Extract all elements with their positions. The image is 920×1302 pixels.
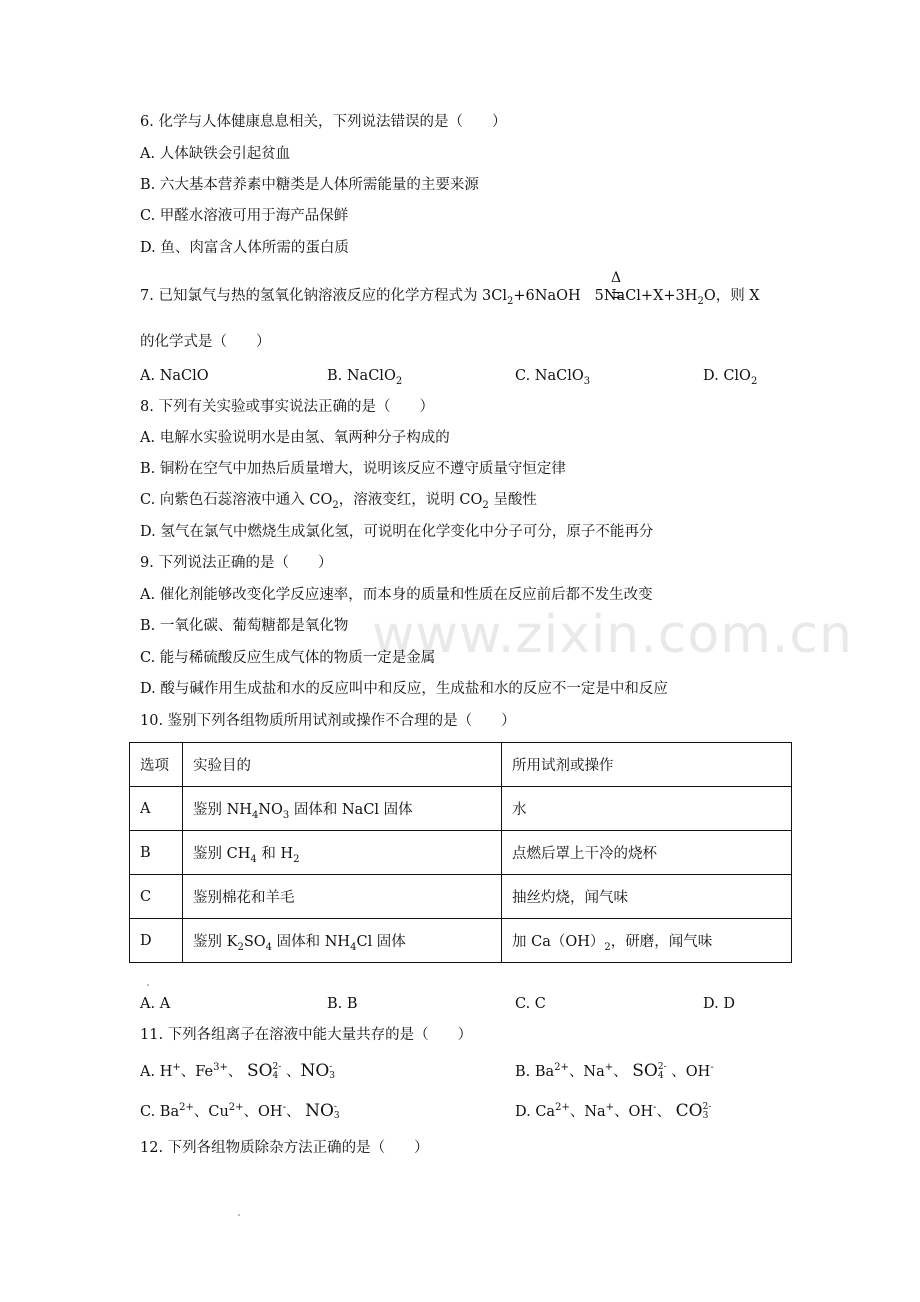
table-header: 所用试剂或操作 xyxy=(502,743,792,787)
q10-table xyxy=(129,742,792,963)
table-cell: 鉴别 $CH_4$ 和 $H_2$ xyxy=(183,831,502,875)
table-header: 选项 xyxy=(130,743,183,787)
q10-stem: 10. 鉴别下列各组物质所用试剂或操作不合理的是（ ） xyxy=(140,713,516,729)
q7-option-c: C. NaClO$_3$ xyxy=(515,368,591,387)
q9-option-a: A. 催化剂能够改变化学反应速率，而本身的质量和性质在反应前后都不发生改变 xyxy=(140,587,653,603)
q6-option-b: B. 六大基本营养素中糖类是人体所需能量的主要来源 xyxy=(140,177,479,193)
table-cell: 点燃后罩上干冷的烧杯 xyxy=(502,831,792,875)
table-cell: A xyxy=(130,787,183,831)
q6-option-a: A. 人体缺铁会引起贫血 xyxy=(140,146,291,162)
q9-stem: 9. 下列说法正确的是（ ） xyxy=(140,555,333,571)
table-header-row xyxy=(130,743,792,787)
q8-option-d: D. 氢气在氯气中燃烧生成氯化氢，可说明在化学变化中分子可分，原子不能再分 xyxy=(140,524,654,540)
q8-stem: 8. 下列有关实验或事实说法正确的是（ ） xyxy=(140,399,434,415)
q9-option-c: C. 能与稀硫酸反应生成气体的物质一定是金属 xyxy=(140,650,436,666)
q7-option-d: D. ClO$_2$ xyxy=(703,368,758,387)
table-cell: 加 $Ca(OH)_2$，研磨，闻气味 xyxy=(502,919,792,963)
q6-option-d: D. 鱼、肉富含人体所需的蛋白质 xyxy=(140,240,349,256)
table-cell: 鉴别 $NH_4NO_3$ 固体和 NaCl 固体 xyxy=(183,787,502,831)
q10-option-d: D. D xyxy=(703,996,735,1012)
q7-option-a: A. NaClO xyxy=(140,368,209,384)
table-cell: C xyxy=(130,875,183,919)
table-row xyxy=(130,787,792,831)
table-row xyxy=(130,919,792,963)
q10-option-a: A. A xyxy=(140,996,171,1012)
table-cell: 鉴别棉花和羊毛 xyxy=(183,875,502,919)
table-row xyxy=(130,875,792,919)
q7-stem: 7. 已知氯气与热的氢氧化钠溶液反应的化学方程式为 $3Cl_2+6NaOH$ $5NaCl+X+3H_2O$，则 X xyxy=(140,288,760,307)
q9-option-b: B. 一氧化碳、葡萄糖都是氧化物 xyxy=(140,618,349,634)
q7-delta-symbol: Δ xyxy=(611,270,622,286)
q7-option-b: B. NaClO$_2$ xyxy=(327,368,403,387)
q11-option-b: B. $Ba^{2+}$、Na+、 SO 2- 4 、OH- xyxy=(515,1061,714,1081)
q8-option-b: B. 铜粉在空气中加热后质量增大，说明该反应不遵守质量守恒定律 xyxy=(140,461,566,477)
table-header: 实验目的 xyxy=(183,743,502,787)
table-cell: 抽丝灼烧，闻气味 xyxy=(502,875,792,919)
q7-equals-sign xyxy=(612,292,623,298)
table-cell: 水 xyxy=(502,787,792,831)
q11-option-c: C. $Ba^{2+}$、$Cu^{2+}$、OH-、 NO - 3 xyxy=(140,1101,340,1121)
q10-option-b: B. B xyxy=(327,996,358,1012)
scan-dot xyxy=(147,984,149,986)
q11-option-a: A. H+、$Fe^{3+}$、 SO 2- 4 、NO - 3 xyxy=(140,1061,335,1081)
q10-option-c: C. C xyxy=(515,996,546,1012)
q9-option-d: D. 酸与碱作用生成盐和水的反应叫中和反应，生成盐和水的反应不一定是中和反应 xyxy=(140,681,668,697)
table-cell: D xyxy=(130,919,183,963)
table-cell: 鉴别 $K_2SO_4$ 固体和 $NH_4Cl$ 固体 xyxy=(183,919,502,963)
table-row xyxy=(130,831,792,875)
q11-option-d: D. $Ca^{2+}$、Na+、OH-、 CO 2- 3 xyxy=(515,1101,712,1121)
q11-stem: 11. 下列各组离子在溶液中能大量共存的是（ ） xyxy=(140,1027,473,1043)
q8-option-a: A. 电解水实验说明水是由氢、氧两种分子构成的 xyxy=(140,430,450,446)
q6-stem: 6. 化学与人体健康息息相关，下列说法错误的是（ ） xyxy=(140,114,507,130)
q7-stem-2: 的化学式是（ ） xyxy=(140,334,271,350)
watermark: www.zixin.com.cn xyxy=(372,605,853,665)
table-cell: B xyxy=(130,831,183,875)
q8-option-c: C. 向紫色石蕊溶液中通入 $CO_2$，溶液变红，说明 $CO_2$ 呈酸性 xyxy=(140,492,537,511)
q12-stem: 12. 下列各组物质除杂方法正确的是（ ） xyxy=(140,1140,429,1156)
scan-dot xyxy=(238,1214,240,1216)
q6-option-c: C. 甲醛水溶液可用于海产品保鲜 xyxy=(140,208,349,224)
